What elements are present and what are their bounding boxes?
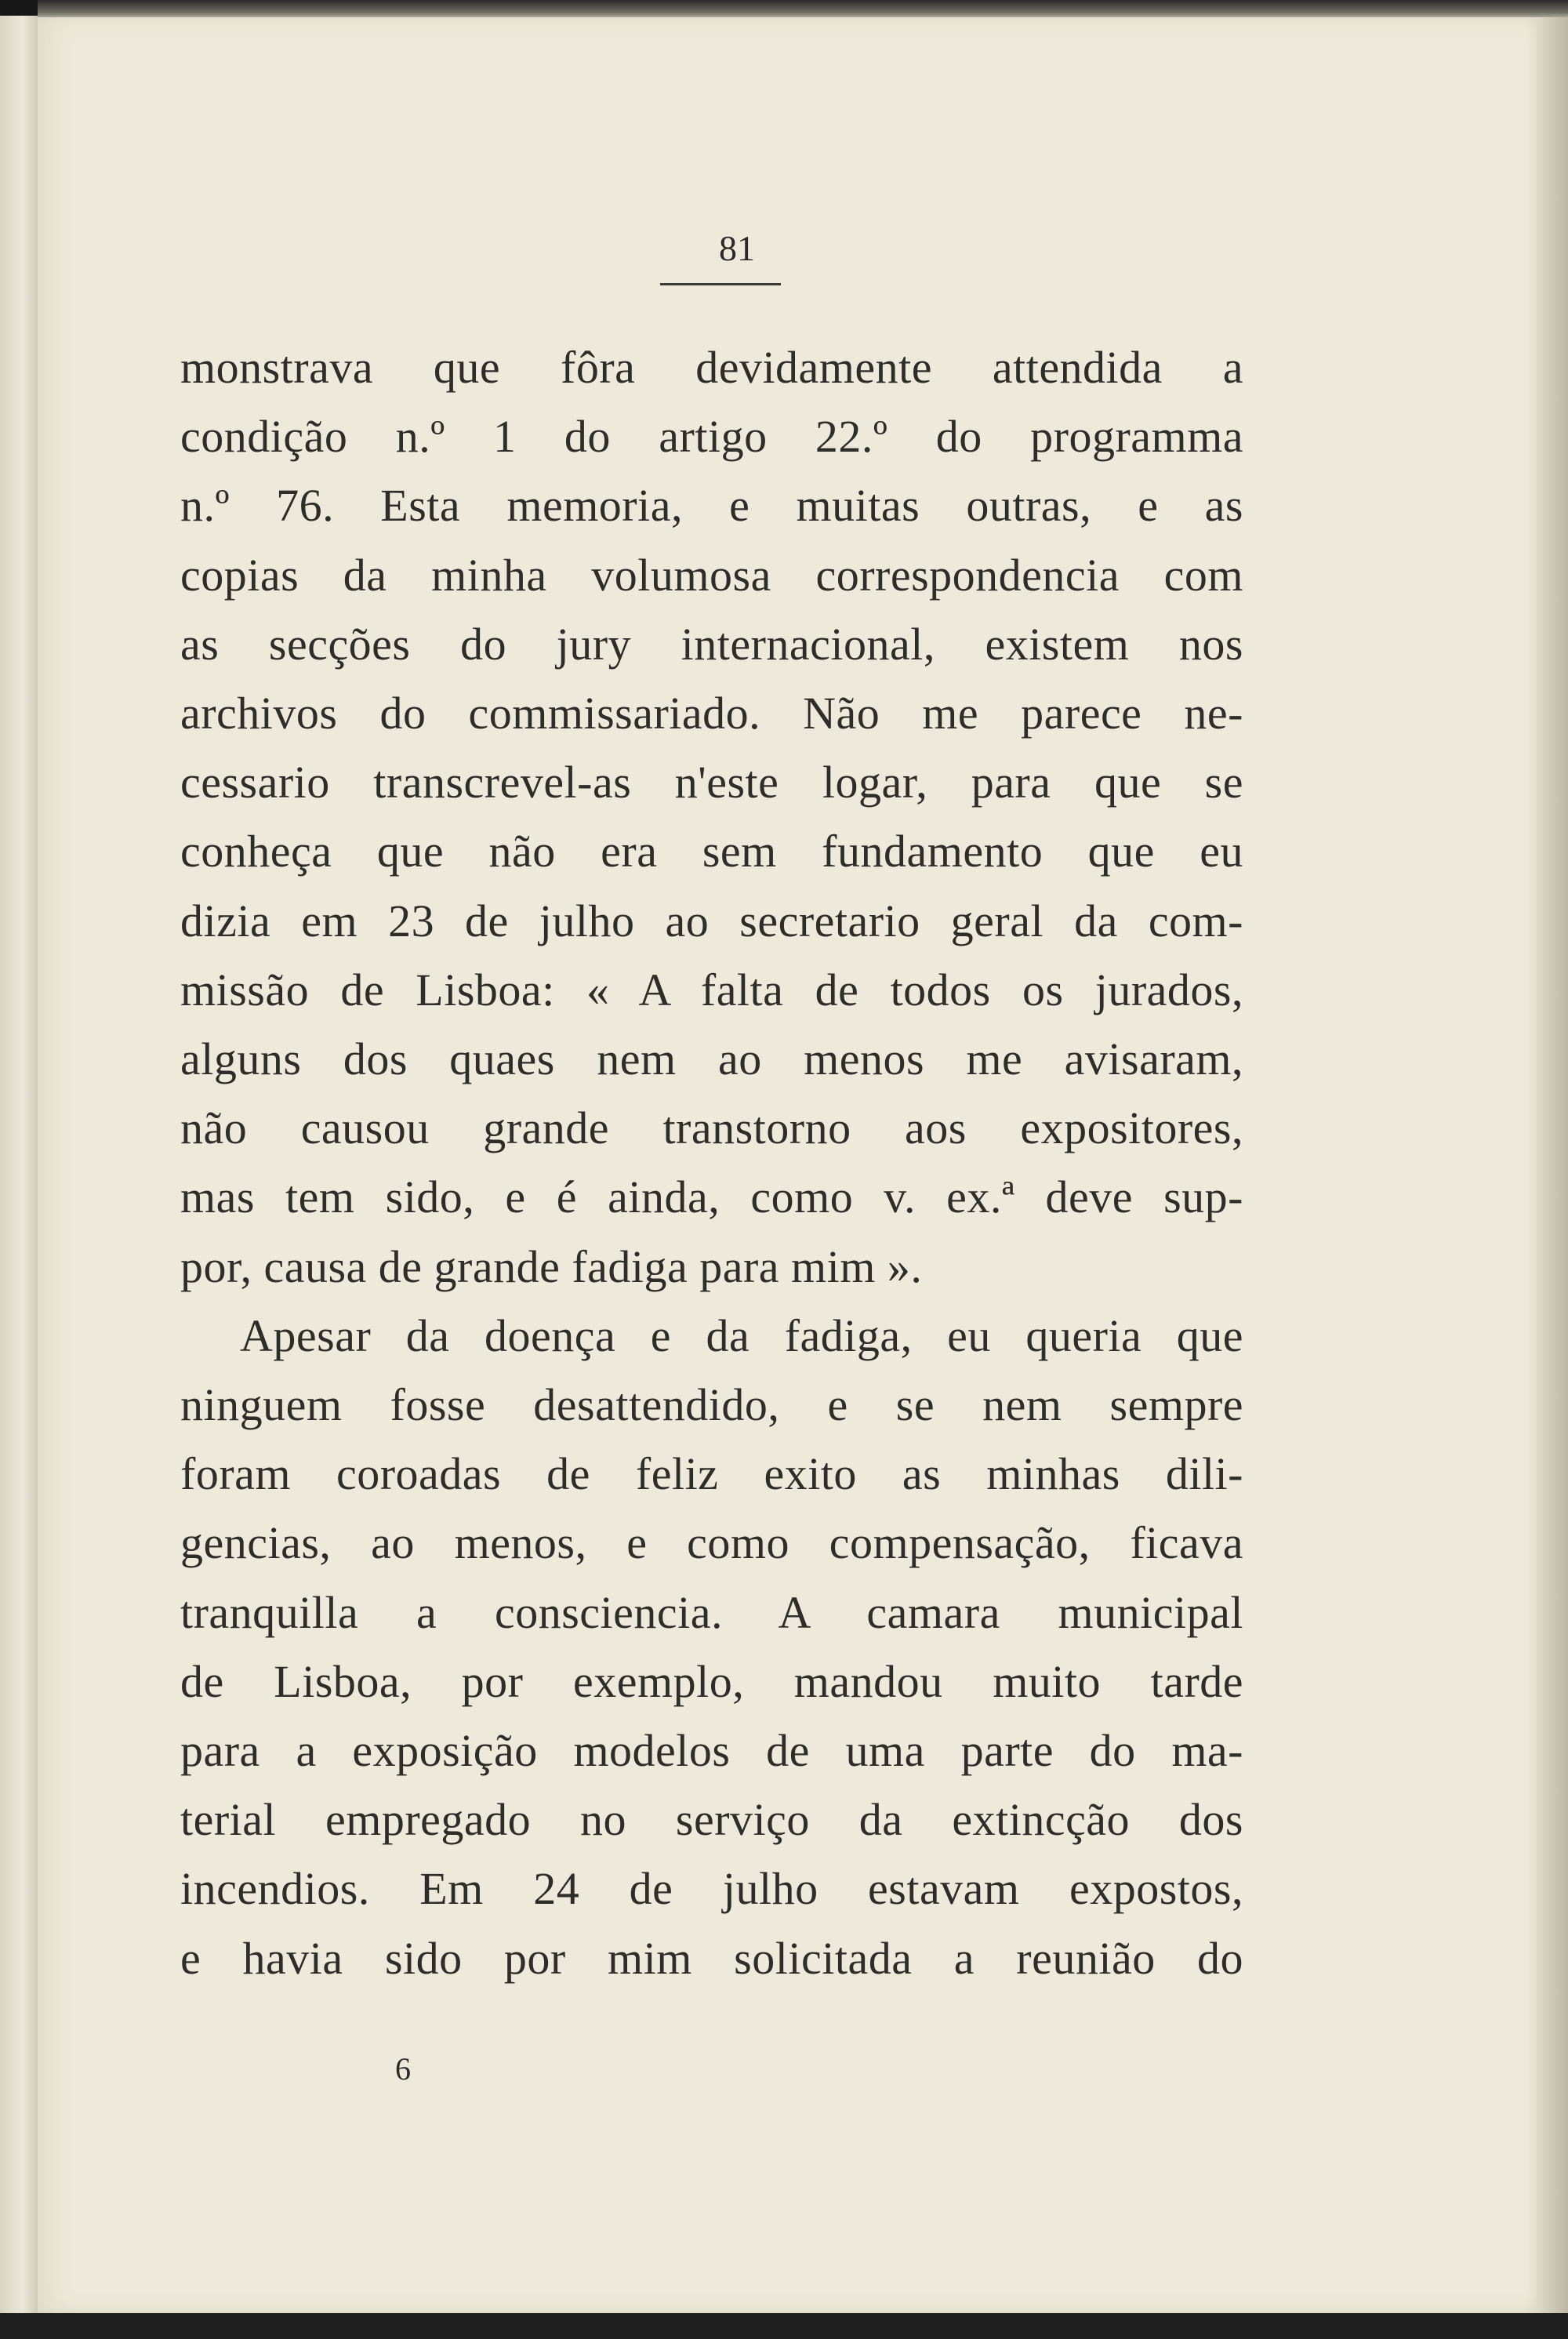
top-page-edge	[38, 0, 1568, 17]
text-line: dizia em 23 de julho ao secretario geral da com-	[180, 895, 1243, 946]
previous-page-edge	[0, 16, 38, 2321]
text-line: por, causa de grande fadiga para mim ».	[180, 1240, 923, 1292]
body-text	[180, 333, 1243, 1993]
page-number: 81	[719, 228, 755, 268]
text-line: Apesar da doença e da fadiga, eu queria que	[240, 1309, 1243, 1361]
text-line: mas tem sido, e é ainda, como v. ex.ª deve sup-	[180, 1171, 1243, 1223]
text-line: archivos do commissariado. Não me parece ne-	[180, 688, 1243, 739]
text-line: missão de Lisboa: « A falta de todos os jurados,	[180, 964, 1243, 1015]
text-line: n.º 76. Esta memoria, e muitas outras, e as	[180, 480, 1243, 532]
text-line: gencias, ao menos, e como compensação, ficava	[180, 1517, 1243, 1569]
text-line: copias da minha volumosa correspondencia com	[180, 549, 1243, 601]
text-line: não causou grande transtorno aos expositores,	[180, 1102, 1243, 1154]
text-line: ninguem fosse desattendido, e se nem sempre	[180, 1379, 1243, 1431]
text-line: cessario transcrevel-as n'este logar, para que se	[180, 757, 1243, 808]
text-line: foram coroadas de feliz exito as minhas dili-	[180, 1448, 1243, 1500]
text-line: as secções do jury internacional, existem nos	[180, 618, 1243, 670]
text-line: incendios. Em 24 de julho estavam expostos,	[180, 1863, 1243, 1915]
text-line: e havia sido por mim solicitada a reunião do	[180, 1932, 1243, 1984]
text-line: condição n.º 1 do artigo 22.º do programma	[180, 411, 1243, 463]
text-line: de Lisboa, por exemplo, mandou muito tarde	[180, 1655, 1243, 1707]
page-number-rule	[660, 283, 781, 285]
right-page-edge	[1537, 17, 1568, 2313]
text-line: terial empregado no serviço da extincção dos	[180, 1794, 1243, 1846]
text-line: monstrava que fôra devidamente attendida a	[180, 342, 1243, 393]
text-line: conheça que não era sem fundamento que eu	[180, 826, 1243, 877]
signature-mark: 6	[395, 2051, 411, 2087]
bottom-page-edge	[0, 2313, 1568, 2339]
text-line: para a exposição modelos de uma parte do ma-	[180, 1725, 1243, 1777]
text-line: tranquilla a consciencia. A camara municipal	[180, 1586, 1243, 1638]
text-line: alguns dos quaes nem ao menos me avisaram,	[180, 1033, 1243, 1085]
